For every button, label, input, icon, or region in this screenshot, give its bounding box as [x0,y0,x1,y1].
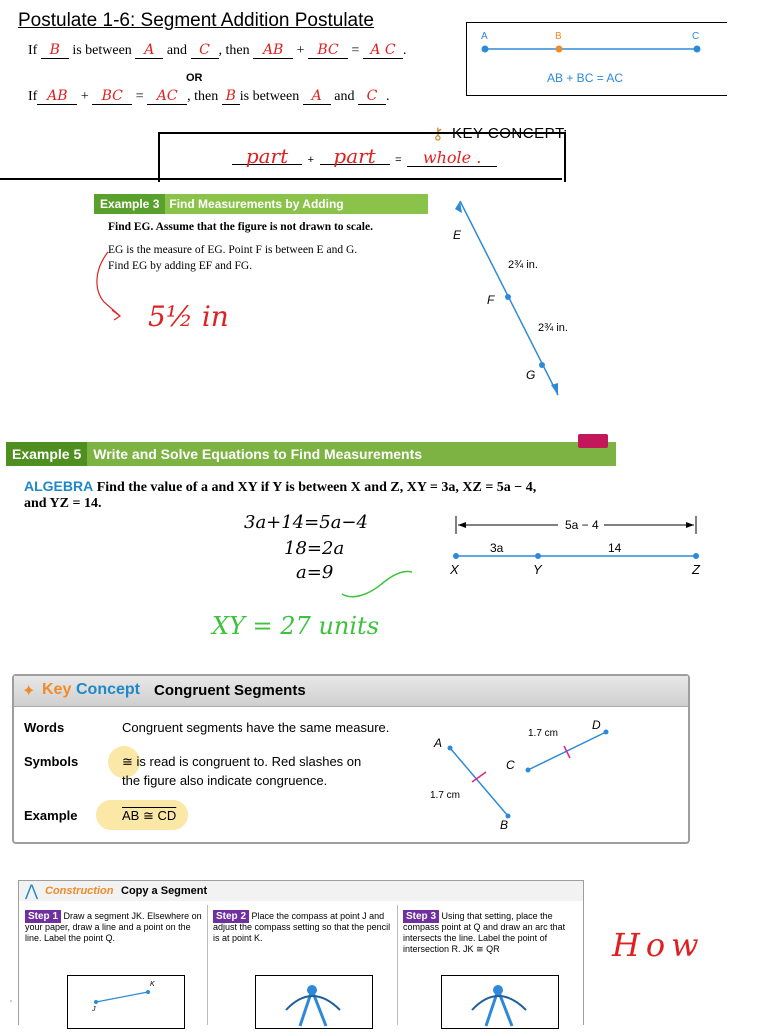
words-text: Congruent segments have the same measure. [122,720,390,735]
point-c-label: C [692,31,700,42]
handwritten-note: How [612,926,705,964]
point-b [556,46,563,53]
point-x [453,553,459,559]
postulate-line-1: If B is between A and C , then AB + BC = A C . [28,42,407,58]
point-d [604,730,609,735]
label-xz: 5a − 4 [562,518,602,532]
step-3-figure [441,975,559,1029]
key-concept-label: KEY CONCEPT: [452,125,568,142]
fill2-a[interactable]: A [303,88,331,105]
step-3-tag: Step 3 [403,910,439,923]
point-y [535,553,541,559]
example-label: Example [24,808,78,823]
words-label: Words [24,720,65,735]
step-1-text: Draw a segment JK. Elsewhere on your paper, draw a line and a point on the line. Label the point Q. [25,911,202,943]
diagram-caption: AB + BC = AC [547,71,624,85]
part-1: part [232,148,302,165]
step-2-figure [255,975,373,1029]
key-concept-logo-icon: ✦ [22,683,36,700]
example5-answer: XY = 27 units [212,612,380,640]
arrow-bottom [551,383,558,395]
key-icon: ⚷ [432,126,444,143]
fill2-c[interactable]: C [358,88,386,105]
work-line-3: a=9 [296,562,334,583]
construction-title: Copy a Segment [121,885,208,897]
fill-bc[interactable]: BC [308,42,348,59]
fill2-ac[interactable]: AC [147,88,187,105]
point-x-label: X [450,562,459,577]
construction-label: Construction [45,885,114,897]
point-c [526,768,531,773]
example5-prompt-2: and YZ = 14. [24,496,102,511]
compass-drawing-icon [256,976,372,1028]
fill-a[interactable]: A [135,42,163,59]
answer-arrow [90,250,150,330]
step-2 [213,911,393,944]
step-1 [25,911,205,944]
fill-ac[interactable]: A C [363,42,403,59]
congruent-title: Congruent Segments [154,682,306,699]
point-f-label: F [487,293,495,307]
point-z [693,553,699,559]
segment-jk [96,992,148,1002]
compass-icon: ⋀ [25,883,39,900]
or-label: OR [186,72,203,84]
segment-ab [450,748,508,816]
postulate-title: Postulate 1-6: Segment Addition Postulate [18,10,374,31]
symbols-label: Symbols [24,754,79,769]
step-1-tag: Step 1 [25,910,61,923]
point-a [448,746,453,751]
example3-header: Example 3 Find Measurements by Adding [94,194,428,214]
whole: whole . [407,150,497,167]
fill-c[interactable]: C [191,42,219,59]
work-line-1: 3a+14=5a−4 [244,512,368,533]
length-ab: 1.7 cm [430,790,461,801]
congruent-segments-figure [424,716,624,836]
point-d-label: D [592,718,601,732]
step-2-text: Place the compass at point J and adjust the compass setting so that the pencil is at point K. [213,911,391,943]
point-g-label: G [526,368,536,382]
length-cd: 1.7 cm [528,728,559,739]
congruent-title-bar [14,676,688,707]
point-c [694,46,701,53]
construction-header [19,881,583,901]
point-g [539,362,545,368]
symbols-text-1: ≅ is read is congruent to. Red slashes on [122,754,362,769]
length-fg: 2¾ in. [538,322,568,334]
example3-text1: EG is the measure of EG. Point F is between E and G. [108,244,358,256]
point-c-label: C [506,758,515,772]
example3-prompt: Find EG. Assume that the figure is not drawn to scale. [108,221,373,233]
label-yz: 14 [608,541,622,555]
congruent-box [12,674,690,844]
example5-prompt: ALGEBRA Find the value of a and XY if Y is between X and Z, XY = 3a, XZ = 5a − 4, [24,478,537,495]
label-xy: 3a [490,541,504,555]
check-mark [338,566,418,606]
example5-corner-icon [578,434,608,448]
step-2-tag: Step 2 [213,910,249,923]
step-3 [403,911,579,955]
point-a [482,46,489,53]
point-b-label: B [500,818,509,832]
point-e-label: E [453,228,462,242]
key-concept-underline [0,178,562,180]
symbols-text-2: the figure also indicate congruence. [122,773,328,788]
length-ef: 2¾ in. [508,259,538,271]
point-a-label: A [481,31,488,42]
fill-ab[interactable]: AB [253,42,293,59]
postulate-diagram [466,22,727,96]
compass-arc-icon [442,976,558,1028]
part-2: part [320,148,390,165]
point-f [505,294,511,300]
point-a-label: A [434,736,443,750]
fill2-ab[interactable]: AB [37,88,77,105]
point-z-label: Z [692,562,700,577]
work-line-2: 18=2a [284,538,345,559]
fill-b[interactable]: B [41,42,69,59]
kc-key: Key [42,681,72,698]
fill2-b[interactable]: B [222,88,240,105]
example3-text2: Find EG by adding EF and FG. [108,260,253,272]
label-k: K [150,981,155,988]
label-j: J [92,1006,96,1013]
example3-answer: 5½ in [148,300,229,333]
postulate-line-2: If AB + BC = AC , then B is between A and C . [28,88,390,104]
key-concept-equation: part + part = whole . [232,146,497,169]
segment-eg-figure [440,195,600,405]
step-1-figure [67,975,185,1029]
example-text: AB ≅ CD [122,808,177,823]
example5-header: Example 5 Write and Solve Equations to Find Measurements [6,442,616,466]
point-y-label: Y [533,562,542,577]
construction-box [18,880,584,1025]
fill2-bc[interactable]: BC [92,88,132,105]
step-3-text: Using that setting, place the compass point at Q and draw an arc that intersects the line. Label the point of intersection R. JK ≅ QR [403,911,566,954]
point-b-label: B [555,31,562,42]
kc-concept: Concept [76,681,140,698]
